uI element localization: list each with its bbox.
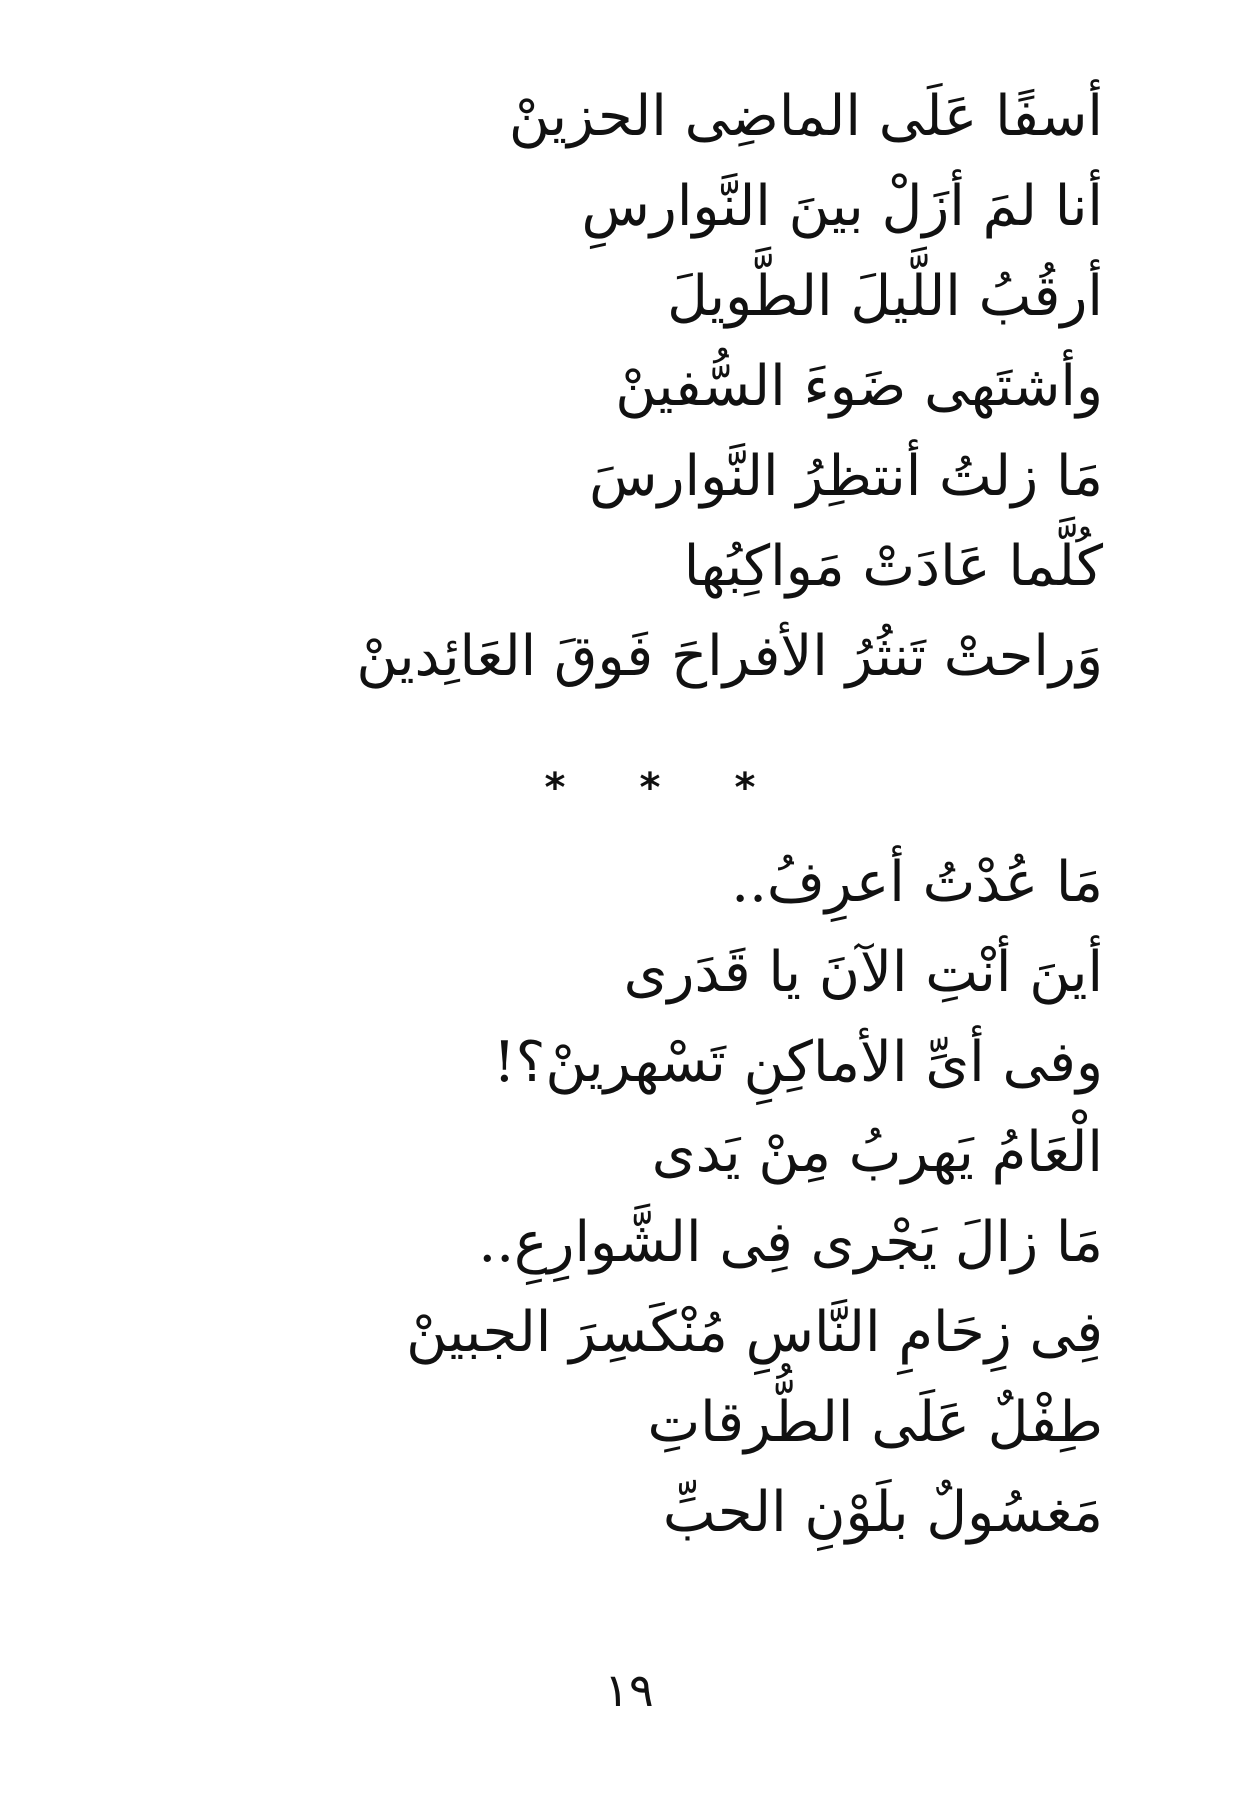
poem-stanza-1: [356, 72, 1103, 702]
page-number: ١٩: [604, 1663, 654, 1717]
asterisk-ornament: *: [544, 765, 566, 811]
verse-line: الْعَامُ يَهربُ مِنْ يَدى: [651, 1120, 1103, 1185]
verse-line: أينَ أنْتِ الآنَ يا قَدَرى: [623, 940, 1103, 1005]
poem-stanza-2: [406, 838, 1103, 1558]
asterisk-ornament: *: [639, 765, 661, 811]
verse-line: مَا عُدْتُ أعرِفُ..: [731, 850, 1103, 915]
verse-line: أسفًا عَلَى الماضِى الحزينْ: [508, 84, 1103, 149]
stanza-separator: [530, 758, 770, 818]
verse-line: وفى أىِّ الأماكِنِ تَسْهرينْ؟!: [493, 1030, 1103, 1095]
verse-line: مَا زالَ يَجْرى فِى الشَّوارِعِ..: [478, 1210, 1103, 1275]
verse-line: فِى زِحَامِ النَّاسِ مُنْكَسِرَ الجبينْ: [406, 1300, 1103, 1365]
asterisk-ornament: *: [734, 765, 756, 811]
verse-line: أنا لمَ أزَلْ بينَ النَّوارسِ: [581, 174, 1103, 239]
verse-line: وَراحتْ تَنثُرُ الأفراحَ فَوقَ العَائِدينْ: [356, 624, 1103, 689]
verse-line: طِفْلٌ عَلَى الطُّرقاتِ: [647, 1390, 1103, 1455]
verse-line: كُلَّما عَادَتْ مَواكِبُها: [683, 534, 1103, 599]
verse-line: مَا زلتُ أنتظِرُ النَّوارسَ: [589, 444, 1103, 509]
verse-line: وأشتَهى ضَوءَ السُّفينْ: [615, 354, 1103, 419]
verse-line: أرقُبُ اللَّيلَ الطَّويلَ: [667, 264, 1103, 329]
verse-line: مَغسُولٌ بلَوْنِ الحبِّ: [662, 1480, 1103, 1545]
